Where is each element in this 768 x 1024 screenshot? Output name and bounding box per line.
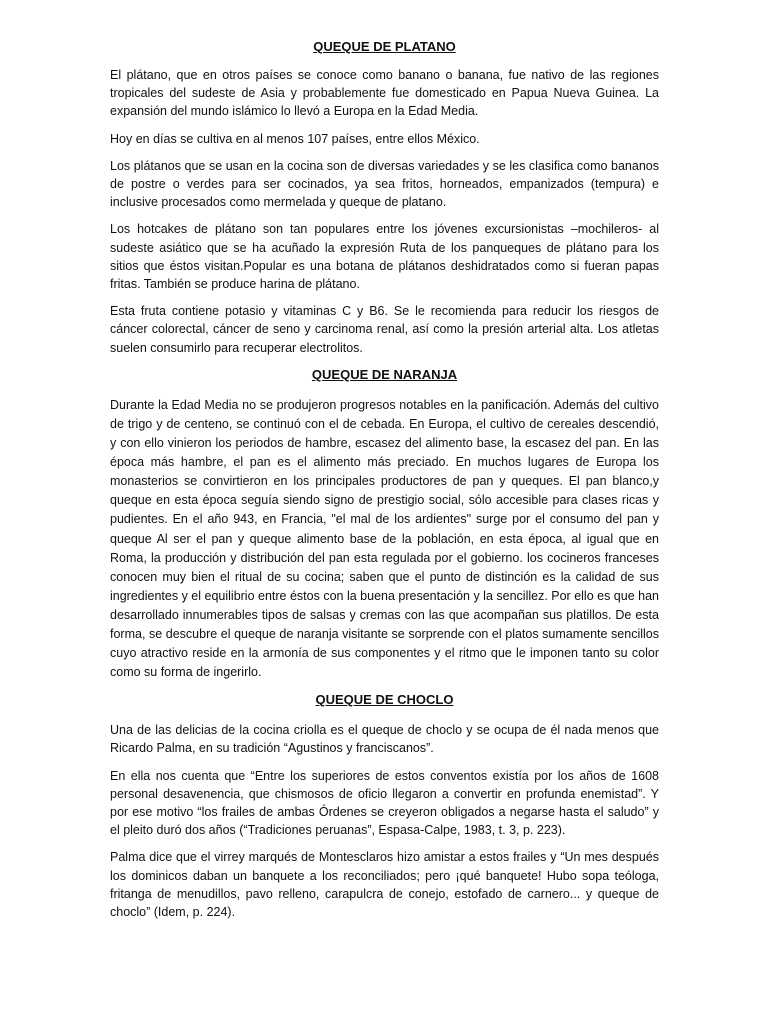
section-title: QUEQUE DE PLATANO <box>313 39 456 54</box>
paragraph: El plátano, que en otros países se conoce como banano o banana, fue nativo de las regiones tropicales del sudeste de Asia y probablemente fue domesticado en Papua Nueva Guinea. La expansión del mundo islámico lo llevó a Europa en la Edad Media. <box>110 68 659 119</box>
paragraph: Los plátanos que se usan en la cocina son de diversas variedades y se les clasifica como bananos de postre o verdes para ser cocinados, ya sea fritos, horneados, empanizados (tempura) e inclusive procesados como mermelada y queque de platano. <box>110 158 659 210</box>
paragraph: Los hotcakes de plátano son tan populares entre los jóvenes excursionistas –mochileros- al sudeste asiático que se ha acuñado la expresión Ruta de los panqueques de plátano para los sitios que éstos visitan.Popular es una botana de plátanos deshidratados como si fueran papas fritas. También se produce harina de plátano. <box>110 222 659 292</box>
section-title: QUEQUE DE NARANJA <box>311 366 458 382</box>
section-queque-de-choclo <box>110 691 659 921</box>
paragraph: En ella nos cuenta que “Entre los superiores de estos conventos existía por los años de 1608 personal desavenencia, que chismosos de oficio llegaron a convertir en profunda enemistad”. Y por ese motivo “los frailes de ambas Órdenes se creyeron obligados a negarse hasta el saludo” y el pleito duró dos años (“Tradiciones peruanas”, Espasa-Calpe, 1983, t. 3, p. 223). <box>110 768 659 838</box>
paragraph: Una de las delicias de la cocina criolla es el queque de choclo y se ocupa de él nada menos que Ricardo Palma, en su tradición “Agustinos y franciscanos”. <box>110 723 659 756</box>
document-page <box>110 38 659 930</box>
paragraph: Esta fruta contiene potasio y vitaminas C y B6. Se le recomienda para reducir los riesgos de cáncer colorectal, cáncer de seno y carcinoma renal, así como la presión arterial alta. Los atletas suelen consumirlo para recuperar electrolitos. <box>110 304 659 355</box>
section-queque-de-naranja <box>110 366 659 682</box>
paragraph: Palma dice que el virrey marqués de Montesclaros hizo amistar a estos frailes y “Un mes después los dominicos daban un banquete a los reconciliados; pero ¡qué banquete! Hubo sopa teóloga, fritanga de menudillos, pavo relleno, carapulcra de conejo, estofado de carnero... y queque de choclo” (Idem, p. 224). <box>110 850 659 920</box>
section-title: QUEQUE DE CHOCLO <box>315 692 454 708</box>
paragraph: Durante la Edad Media no se produjeron progresos notables en la panificación. Además del cultivo de trigo y de centeno, se continuó con el de cebada. En Europa, el cultivo de cereales descendió, y con ello vinieron los periodos de hambre, escasez del alimento base, la escasez del pan. En las época más hambre, el pan es el alimento más preciado. En muchos lugares de Europa los monasterios se convirtieron en los principales productores de pan y queques. El pan blanco,y queque en esta época seguía siendo signo de prestigio social, sólo accesible para clases ricas y pudientes. En el año 943, en Francia, "el mal de los ardientes" surge por el consumo del pan y queque Al ser el pan y queque alimento base de la población, en esta época, al igual que en Roma, la producción y distribución del pan esta regulada por el gobierno. los cocineros franceses conocen muy bien el ritual de su cocina; saben que el punto de distinción es la calidad de sus ingredientes y el equilibrio entre éstos con la buena presentación y la sencillez. Por ello es que han desarrollado innumerables tipos de salsas y cremas con las que acompañan sus platillos. De esta forma, se descubre el queque de naranja visitante se sorprende con el platos sumamente sencillos cuyo atractivo reside en la armonía de sus componentes y el ritmo que le imponen tanto su color como su forma de ingerirlo. <box>110 397 659 680</box>
paragraph: Hoy en días se cultiva en al menos 107 países, entre ellos México. <box>110 131 480 146</box>
section-queque-de-platano <box>110 38 659 357</box>
